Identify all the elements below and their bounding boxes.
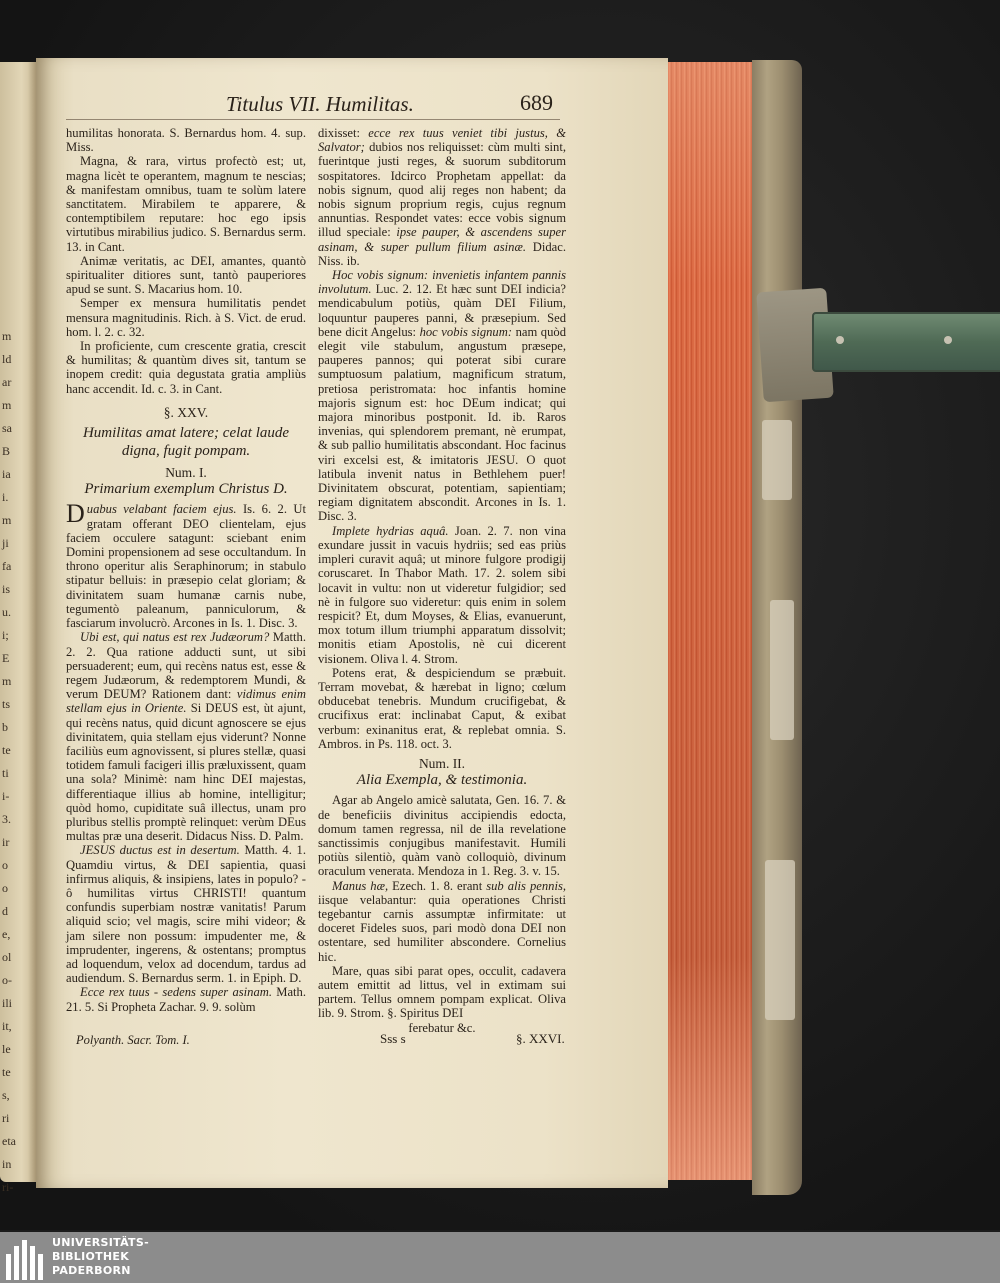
facing-page-fragment: ir	[2, 835, 10, 849]
facing-page-fragment: ld	[2, 352, 12, 366]
subsection-number: Num. I.	[165, 465, 207, 481]
facing-page-fragment: ar	[2, 375, 12, 389]
facing-page-fragment: ili	[2, 996, 13, 1010]
facing-page-fragment: is	[2, 582, 11, 596]
facing-page-fragment: d	[2, 904, 8, 918]
library-name-line2: BIBLIOTHEK	[52, 1250, 130, 1263]
facing-page-fragment: ji	[2, 536, 9, 550]
paragraph: dixisset: ecce rex tuus veniet tibi justus, & Salvator; dubios nos reliquisset: cùm multi sint, fuerintque justi reges, & suorum subditorum sospitatores. Idcirco Prophetam appellat: da nobis signum, quod alij reges non habent; da nobis signum proprium regis, cujus regnum annuntias. Respondet vates: ecce vobis signum illud speciale: ipse pauper, & ascendens super asinam, & super pullum filium asinæ. Didac. Niss. ib.	[318, 126, 566, 268]
header-rule	[66, 119, 560, 120]
paragraph: Ubi est, qui natus est rex Judæorum? Matth. 2. 2. Qua ratione adducti sunt, ut sibi persuaderent; eum, qui recèns natus est, esse & regem Judæorum, & redemptorem Mundi, & verum DEUM? Rationem dant: vidimus enim stellam ejus in Oriente. Si DEUS est, ùt ajunt, qui recèns natus, quid dicunt agnoscere se ejus divinitatem, quia stellam ejus viderunt? Nonne faciliùs eum agnovissent, si plures stellæ, quasi totidem famuli facigeri illis præluxissent, quam una sola? Minimè: nam hinc DEI majestas, differentiaque illius ab homine, intelligitur; quòd homo, cupiditate suâ illectus, unam pro pluribus stellis promptè relinquet: verùm DEus multas præ una deserit. Didacus Niss. D. Palm.	[66, 630, 306, 844]
facing-page-fragment: i.	[2, 490, 9, 504]
signature-mark: Sss s	[380, 1031, 406, 1046]
facing-page-fragment: fa	[2, 559, 12, 573]
paragraph: Duabus velabant faciem ejus. Is. 6. 2. Ut gratam offerant DEO clientelam, ejus faciem occulere satagunt: sciebant enim Domini propensionem ad sese occultandum. In throno operitur alis Seraphinorum; in stabulo stipatur belluis: in præsepio celat gloriam; & divinitatem suam humanæ carnis nube, tegumentò paleanum, panniculorum, & fasciarum involucrò. Arcones in Is. 1. Disc. 3.	[66, 499, 307, 631]
cover-wear	[770, 600, 794, 740]
paragraph: ferebatur &c.	[408, 1020, 476, 1035]
library-name-line1: UNIVERSITÄTS-	[52, 1236, 149, 1249]
facing-page-fragment: sa	[2, 421, 12, 435]
paragraph: Magna, & rara, virtus profectò est; ut, magna licèt te operantem, magnum te nescias; & manifestam omnibus, tuam te solùm latere sanctitatem. Mirabilem te apparere, & contemptibilem reputare: hoc ego ipsis virtutibus mirabilius judico. S. Bernardus serm. 13. in Cant.	[66, 154, 306, 254]
paragraph: Mare, quas sibi parat opes, occulit, cadavera autem emittit ad littus, vel in extimam sui partem. Tellus omnem pompam explicat. Oliva lib. 9. Strom. §. Spiritus DEI	[318, 963, 566, 1021]
subsection-number: Num. II.	[418, 755, 466, 771]
facing-page-fragment: ri-	[2, 1180, 14, 1194]
left-column	[66, 126, 306, 1014]
facing-page-fragment: i;	[2, 628, 9, 642]
facing-page-fragment: s,	[2, 1088, 10, 1102]
facing-page-fragment: e,	[2, 927, 11, 941]
cover-wear	[762, 420, 792, 500]
facing-page-fragment: o-	[2, 973, 12, 987]
paragraph: JESUS ductus est in desertum. Matth. 4. 1. Quamdiu virtus, & DEI sapientia, quasi infirmus aliquis, & insipiens, lates in populo? - ô humilitas virtus CHRISTI! quantum confundis superbiam nostræ vanitatis! Parum aliquid scio; vel magis, scire mihi videor; & jam silere non possum: impudenter me, & imprudenter, ingerens, & ostentans; promptus ad loquendum, velox ad docendum, tardus ad audiendum. S. Bernardus serm. 1. in Epiph. D.	[66, 843, 306, 986]
paragraph: humilitas honorata. S. Bernardus hom. 4. sup. Miss.	[66, 126, 306, 155]
section-heading: Humilitas amat latere; celat laude digna, fugit pompam.	[82, 425, 290, 460]
facing-page-fragment: E	[2, 651, 10, 665]
page-edges-shading	[668, 62, 760, 1180]
paragraph: Animæ veritatis, ac DEI, amantes, quantò spiritualiter ditiores sunt, tantò pauperiores apud se sunt. S. Macarius hom. 10.	[66, 253, 306, 297]
paragraph: Agar ab Angelo amicè salutata, Gen. 16. 7. & de beneficiis divinitus accipiendis edocta, domum tamen regressa, nil de illa revelatione sanctissimis conjugibus manifestavit. Humili potiùs silentiò, quàm vanò colloquiò, divinum oraculum venerata. Mendoza in 1. Reg. 3. v. 15.	[318, 793, 566, 879]
section-number: §. XXV.	[163, 404, 209, 420]
subsection-heading: Primarium exemplum Christus D.	[84, 481, 288, 498]
subsection-heading: Alia Exempla, & testimonia.	[356, 772, 528, 789]
page-number: 689	[520, 90, 553, 115]
running-title: Titulus VII. Humilitas.	[226, 92, 414, 116]
drop-cap: D	[66, 499, 85, 529]
facing-page-fragment: ri	[2, 1111, 10, 1125]
facing-page-fragment: ts	[2, 697, 11, 711]
facing-page-fragment: b	[2, 720, 8, 734]
facing-page-fragment: i-	[2, 789, 10, 803]
library-banner	[0, 1232, 1000, 1283]
facing-page-fragment: m	[2, 674, 12, 688]
facing-page-fragment: te	[2, 1065, 11, 1079]
facing-page-fragment: eta	[2, 1134, 16, 1148]
facing-page-fragment: u.	[2, 605, 11, 619]
paragraph: Semper ex mensura humilitatis pendet mensura magnitudinis. Rich. à S. Vict. de erud. hom. l. 2. c. 32.	[66, 296, 306, 339]
facing-page-fragment: 3.	[2, 812, 11, 826]
rivet	[944, 336, 952, 344]
paragraph: In proficiente, cum crescente gratia, crescit & humilitas; & quantùm dives sit, tantum se inopem credit: quia degustata gratia ampliùs hanc accendit. Id. c. 3. in Cant.	[66, 339, 306, 396]
facing-page-fragment: B	[2, 444, 11, 458]
paragraph: Implete hydrias aquâ. Joan. 2. 7. non vina exundare jussit in vacuis hydriis; sed eas priùs impleri curavit aquâ; ut minore fulgore prodigij coruscaret. In Thabor Math. 17. 2. solem sibi locavit in vultu: non ut videretur fulgidior; sed nè in fulgore suo videretur: quis enim in solem respicit? Et, dum Moyses, & Elias, evanuerunt, mox totum illum triumphi apparatum dissolvit; monitis etiam Apostolis, nè cui dicerent visionem. Oliva l. 4. Strom.	[318, 523, 566, 666]
facing-page-fragment: ia	[2, 467, 11, 481]
footer-title: Polyanth. Sacr. Tom. I.	[76, 1033, 190, 1047]
facing-page-fragment: m	[2, 513, 12, 527]
facing-page-fragment: ol	[2, 950, 12, 964]
catchword: §. XXVI.	[516, 1031, 565, 1046]
paragraph: Hoc vobis signum: invenietis infantem pannis involutum. Luc. 2. 12. Et hæc sunt DEI indicia? mendicabulum potiùs, quàm DEI Filium, loquuntur pauperes panni, & præsepium. Sed bene dicit Angelus: hoc vobis signum: nam quòd elegit vile stabulum, angustum præsepe, pauperes pannos; qui poterat sibi curare sumptuosum palatium, magnificum stratum, pretiosa peristromata: hoc infantis homine majoris signum est: hoc DEum indicat; qui majora minoribus postponit. Id. ib. Raros invenias, qui splendorem premant, nè erumpat, & sub pallio humilitatis abscondant. Hoc facinus viri excelsi est, & imitatoris JESU. O quot latibula invenit natus in Bethlehem puer! Divinitatem obscurat, potentiam, sapientiam; regiam dignitatem abscondit. Arcones in Is. 1. Disc. 3.	[318, 268, 566, 524]
facing-page-fragment: m	[2, 398, 12, 412]
clasp-strap	[812, 312, 1000, 372]
paragraph: Potens erat, & despiciendum se præbuit. Terram movebat, & hærebat in ligno; cœlum obducebat tenebris. Mundum crucifigebat, & crucifixus erat: inclinabat Caput, & exibat verbum: exinanitus erat, & replebat omnia. S. Ambros. in Ps. 118. oct. 3.	[318, 665, 566, 751]
facing-page-fragment: o	[2, 858, 8, 872]
facing-page-fragment: le	[2, 1042, 11, 1056]
facing-page-fragment: m	[2, 329, 12, 343]
library-logo-icon	[6, 1238, 46, 1280]
paragraph: Manus hæ, Ezech. 1. 8. erant sub alis pennis, iisque velabantur: quia operationes Christi tegebantur carnis assumptæ infirmitate: ut doceret Fideles suos, pari modò dona DEI non ostentare, sed humiliter abscondere. Cornelius hic.	[318, 878, 566, 964]
right-column	[318, 126, 566, 1035]
facing-page-fragment: te	[2, 743, 11, 757]
facing-page-fragment: ti	[2, 766, 9, 780]
rivet	[836, 336, 844, 344]
facing-page-fragment: in	[2, 1157, 12, 1171]
facing-page-fragment: it,	[2, 1019, 12, 1033]
paragraph: Ecce rex tuus - sedens super asinam. Math. 21. 5. Si Propheta Zachar. 9. 9. solùm	[66, 985, 306, 1014]
cover-wear	[765, 860, 795, 1020]
facing-page-fragment: o	[2, 881, 8, 895]
library-name-line3: PADERBORN	[52, 1264, 131, 1277]
